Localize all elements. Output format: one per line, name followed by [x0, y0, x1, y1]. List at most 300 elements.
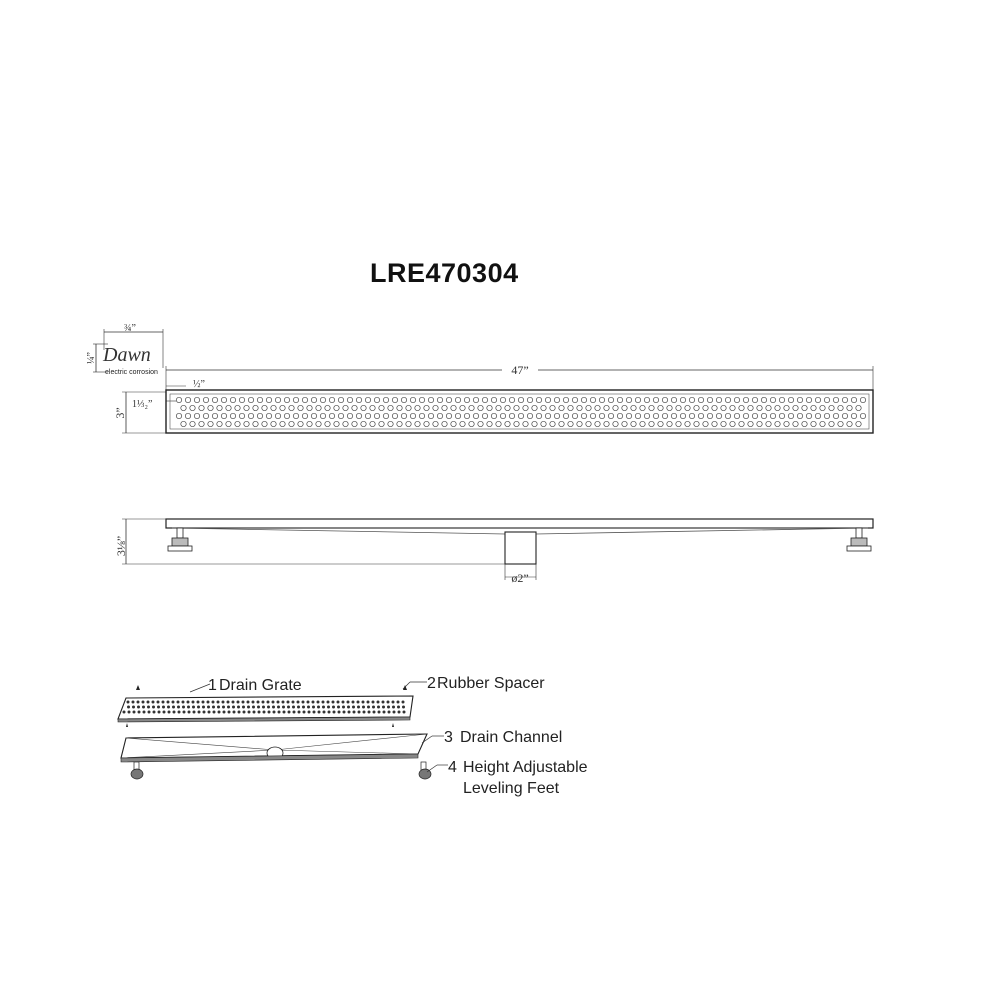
grate-hole — [563, 413, 568, 418]
grate-hole — [162, 706, 165, 709]
grate-hole — [757, 405, 762, 410]
grate-hole — [604, 405, 609, 410]
grate-hole — [127, 701, 130, 704]
grate-hole — [568, 405, 573, 410]
grate-hole — [419, 397, 424, 402]
grate-hole — [262, 706, 265, 709]
grate-hole — [491, 397, 496, 402]
grate-hole — [442, 405, 447, 410]
grate-hole — [550, 405, 555, 410]
grate-hole — [505, 405, 510, 410]
grate-hole — [232, 706, 235, 709]
grate-hole — [775, 405, 780, 410]
grate-hole — [788, 397, 793, 402]
grate-hole — [235, 405, 240, 410]
grate-hole — [337, 706, 340, 709]
grate-hole — [545, 397, 550, 402]
grate-hole — [523, 405, 528, 410]
grate-hole — [208, 711, 211, 714]
grate-hole — [379, 405, 384, 410]
grate-hole — [662, 413, 667, 418]
grate-hole — [829, 421, 834, 426]
grate-hole — [263, 711, 266, 714]
grate-hole — [806, 413, 811, 418]
grate-hole — [358, 711, 361, 714]
grate-hole — [455, 397, 460, 402]
grate-hole — [212, 413, 217, 418]
grate-hole — [199, 421, 204, 426]
grate-hole — [387, 706, 390, 709]
grate-hole — [847, 405, 852, 410]
length-label: 47” — [511, 363, 529, 377]
grate-hole — [788, 413, 793, 418]
grate-hole — [190, 405, 195, 410]
grate-hole — [243, 711, 246, 714]
grate-hole — [509, 397, 514, 402]
grate-hole — [298, 405, 303, 410]
grate-hole — [392, 706, 395, 709]
grate-hole — [847, 421, 852, 426]
grate-hole — [424, 405, 429, 410]
leveling-foot-left — [168, 528, 192, 551]
grate-hole — [368, 711, 371, 714]
grate-hole — [147, 706, 150, 709]
drain-outlet — [505, 532, 536, 564]
grate-hole — [293, 397, 298, 402]
grate-hole — [208, 421, 213, 426]
grate-hole — [402, 701, 405, 704]
grate-hole — [694, 421, 699, 426]
grate-hole — [133, 711, 136, 714]
grate-hole — [373, 711, 376, 714]
grate-hole — [577, 405, 582, 410]
grate-hole — [622, 421, 627, 426]
grate-hole — [815, 413, 820, 418]
grate-hole — [644, 413, 649, 418]
grate-hole — [320, 413, 325, 418]
grate-hole — [370, 405, 375, 410]
grate-hole — [469, 405, 474, 410]
grate-hole — [192, 701, 195, 704]
grate-hole — [532, 405, 537, 410]
grate-hole — [353, 711, 356, 714]
grate-hole — [307, 701, 310, 704]
grate-hole — [127, 706, 130, 709]
grate-hole — [347, 413, 352, 418]
grate-hole — [316, 405, 321, 410]
grate-hole — [157, 701, 160, 704]
grate-hole — [190, 421, 195, 426]
grate-hole — [518, 413, 523, 418]
grate-hole — [242, 706, 245, 709]
grate-hole — [233, 711, 236, 714]
grate-hole — [313, 711, 316, 714]
callout-leader-2 — [403, 682, 410, 689]
grate-hole — [208, 405, 213, 410]
grate-hole — [698, 397, 703, 402]
grate-hole — [148, 711, 151, 714]
grate-hole — [590, 413, 595, 418]
grate-hole — [311, 397, 316, 402]
grate-hole — [784, 405, 789, 410]
grate-hole — [613, 421, 618, 426]
grate-hole — [302, 413, 307, 418]
exploded-foot-left — [131, 762, 143, 779]
grate-hole — [257, 706, 260, 709]
grate-hole — [194, 413, 199, 418]
grate-hole — [464, 397, 469, 402]
grate-hole — [577, 421, 582, 426]
grate-hole — [308, 711, 311, 714]
grate-hole — [833, 413, 838, 418]
grate-hole — [347, 397, 352, 402]
grate-hole — [748, 405, 753, 410]
grate-hole — [142, 706, 145, 709]
grate-hole — [247, 701, 250, 704]
grate-hole — [338, 397, 343, 402]
grate-hole — [393, 711, 396, 714]
grate-hole — [428, 413, 433, 418]
grate-hole — [363, 711, 366, 714]
grate-hole — [223, 711, 226, 714]
grate-hole — [199, 405, 204, 410]
grate-hole — [770, 413, 775, 418]
grate-hole — [307, 405, 312, 410]
grate-hole — [176, 397, 181, 402]
grate-hole — [317, 701, 320, 704]
grate-hole — [182, 701, 185, 704]
grate-hole — [689, 413, 694, 418]
grate-hole — [343, 711, 346, 714]
grate-hole — [387, 701, 390, 704]
grate-hole — [586, 405, 591, 410]
grate-hole — [188, 711, 191, 714]
grate-hole — [348, 711, 351, 714]
grate-hole — [226, 421, 231, 426]
grate-hole — [487, 405, 492, 410]
grate-hole — [352, 706, 355, 709]
grate-hole — [608, 397, 613, 402]
callout-leader-4 — [427, 765, 437, 772]
grate-hole — [377, 706, 380, 709]
grate-hole — [761, 413, 766, 418]
grate-hole — [473, 413, 478, 418]
grate-hole — [367, 706, 370, 709]
grate-hole — [712, 421, 717, 426]
grate-hole — [262, 701, 265, 704]
grate-hole — [163, 711, 166, 714]
grate-hole — [667, 421, 672, 426]
grate-hole — [132, 706, 135, 709]
grate-hole — [337, 701, 340, 704]
grate-hole — [332, 701, 335, 704]
grate-hole — [230, 397, 235, 402]
grate-hole — [361, 405, 366, 410]
grate-hole — [352, 405, 357, 410]
grate-hole — [860, 413, 865, 418]
grate-hole — [649, 421, 654, 426]
grate-hole — [599, 397, 604, 402]
grate-hole — [721, 405, 726, 410]
grate-hole — [252, 706, 255, 709]
grate-hole — [262, 421, 267, 426]
grate-hole — [258, 711, 261, 714]
grate-hole — [298, 421, 303, 426]
grate-hole — [766, 405, 771, 410]
grate-hole — [332, 706, 335, 709]
grate-hole — [280, 405, 285, 410]
grate-hole — [703, 405, 708, 410]
grate-hole — [287, 706, 290, 709]
grate-hole — [388, 711, 391, 714]
grate-hole — [523, 421, 528, 426]
grate-hole — [824, 413, 829, 418]
spacer-marker — [126, 723, 128, 727]
grate-hole — [277, 701, 280, 704]
grate-hole — [793, 405, 798, 410]
callout-2-num: 2 — [427, 675, 436, 692]
grate-hole — [323, 711, 326, 714]
grate-hole — [182, 706, 185, 709]
grate-hole — [779, 397, 784, 402]
grate-hole — [797, 397, 802, 402]
grate-hole — [460, 421, 465, 426]
grate-hole — [207, 701, 210, 704]
grate-hole — [235, 421, 240, 426]
height-label: 3” — [113, 407, 127, 419]
grate-hole — [698, 413, 703, 418]
grate-hole — [403, 711, 406, 714]
grate-hole — [793, 421, 798, 426]
grate-hole — [293, 413, 298, 418]
grate-hole — [248, 711, 251, 714]
grate-hole — [689, 397, 694, 402]
top-view — [113, 362, 873, 433]
grate-hole — [267, 701, 270, 704]
grate-hole — [388, 421, 393, 426]
grate-hole — [676, 421, 681, 426]
grate-hole — [811, 421, 816, 426]
grate-hole — [322, 701, 325, 704]
logo-width-label: ¾” — [124, 323, 136, 334]
grate-hole — [266, 397, 271, 402]
grate-hole — [802, 421, 807, 426]
grate-hole — [275, 413, 280, 418]
grate-hole — [252, 701, 255, 704]
grate-hole — [162, 701, 165, 704]
grate-hole — [590, 397, 595, 402]
grate-hole — [734, 413, 739, 418]
grate-hole — [757, 421, 762, 426]
grate-hole — [137, 701, 140, 704]
grate-hole — [685, 421, 690, 426]
grate-hole — [357, 706, 360, 709]
logo-tagline: electric corrosion — [105, 369, 158, 376]
grate-hole — [680, 397, 685, 402]
grate-hole — [613, 405, 618, 410]
callout-leader-1 — [190, 684, 210, 692]
grate-hole — [496, 405, 501, 410]
grate-hole — [357, 701, 360, 704]
grate-hole — [327, 701, 330, 704]
grate-hole — [143, 711, 146, 714]
grate-hole — [237, 701, 240, 704]
grate-hole — [752, 397, 757, 402]
grate-hole — [242, 701, 245, 704]
grate-hole — [617, 397, 622, 402]
grate-hole — [743, 413, 748, 418]
grate-hole — [187, 701, 190, 704]
grate-hole — [271, 405, 276, 410]
grate-hole — [388, 405, 393, 410]
grate-hole — [406, 421, 411, 426]
callout-1-name: Drain Grate — [219, 677, 302, 694]
grate-hole — [383, 397, 388, 402]
grate-hole — [183, 711, 186, 714]
channel-slope-left — [172, 528, 505, 534]
grate-hole — [397, 706, 400, 709]
grate-hole — [227, 706, 230, 709]
grate-hole — [770, 397, 775, 402]
grate-hole — [312, 706, 315, 709]
grate-hole — [685, 405, 690, 410]
grate-hole — [419, 413, 424, 418]
grate-hole — [328, 711, 331, 714]
grate-hole — [172, 701, 175, 704]
channel-slope-right — [536, 528, 868, 534]
grate-hole — [213, 711, 216, 714]
grate-hole — [176, 413, 181, 418]
grate-hole — [856, 421, 861, 426]
grate-hole — [297, 706, 300, 709]
grate-hole — [581, 397, 586, 402]
grate-hole — [257, 701, 260, 704]
grate-hole — [392, 413, 397, 418]
grate-hole — [212, 397, 217, 402]
grate-hole — [230, 413, 235, 418]
callout-4-name: Height Adjustable — [463, 759, 588, 776]
grate-hole — [725, 397, 730, 402]
grate-hole — [303, 711, 306, 714]
grate-hole — [536, 397, 541, 402]
grate-hole — [202, 701, 205, 704]
grate-hole — [451, 405, 456, 410]
grate-hole — [177, 706, 180, 709]
grate-hole — [266, 413, 271, 418]
grate-hole — [248, 413, 253, 418]
grate-hole — [212, 706, 215, 709]
grate-hole — [361, 421, 366, 426]
grate-hole — [554, 413, 559, 418]
grate-hole — [356, 413, 361, 418]
grate-hole — [178, 711, 181, 714]
grate-hole — [207, 706, 210, 709]
grate-hole — [541, 405, 546, 410]
grate-hole — [203, 397, 208, 402]
grate-hole — [820, 405, 825, 410]
grate-hole — [397, 701, 400, 704]
grate-hole — [842, 397, 847, 402]
grate-hole — [152, 701, 155, 704]
grate-hole — [833, 397, 838, 402]
grate-hole — [505, 421, 510, 426]
grate-hole — [334, 405, 339, 410]
grate-hole — [226, 405, 231, 410]
grate-hole — [239, 413, 244, 418]
grate-hole — [649, 405, 654, 410]
grate-hole — [460, 405, 465, 410]
grate-hole — [333, 711, 336, 714]
grate-hole — [559, 421, 564, 426]
grate-hole — [247, 706, 250, 709]
grate-hole — [292, 701, 295, 704]
grate-hole — [514, 405, 519, 410]
grate-hole — [253, 421, 258, 426]
grate-hole — [536, 413, 541, 418]
grate-hole — [752, 413, 757, 418]
grate-hole — [703, 421, 708, 426]
grate-hole — [244, 421, 249, 426]
channel-top-flange — [166, 519, 873, 528]
grate-hole — [658, 405, 663, 410]
grate-hole — [222, 701, 225, 704]
grate-hole — [293, 711, 296, 714]
grate-hole — [671, 397, 676, 402]
grate-hole — [197, 706, 200, 709]
grate-hole — [298, 711, 301, 714]
grate-hole — [325, 421, 330, 426]
callout-4-num: 4 — [448, 759, 457, 776]
grate-hole — [198, 711, 201, 714]
grate-hole — [302, 706, 305, 709]
grate-hole — [595, 421, 600, 426]
model-title: LRE470304 — [370, 258, 519, 288]
grate-hole — [203, 413, 208, 418]
grate-hole — [478, 405, 483, 410]
grate-hole — [694, 405, 699, 410]
callout-3-num: 3 — [444, 729, 453, 746]
grate-hole — [138, 711, 141, 714]
logo-height-label: ¼” — [86, 352, 97, 364]
grate-hole — [707, 397, 712, 402]
grate-hole — [478, 421, 483, 426]
side-height-label: 3⅛” — [114, 535, 128, 557]
grate-hole — [278, 711, 281, 714]
grate-hole — [318, 711, 321, 714]
grate-hole — [851, 413, 856, 418]
grate-hole — [581, 413, 586, 418]
callout-4-name-line2: Leveling Feet — [463, 780, 560, 797]
grate-hole — [142, 701, 145, 704]
grate-hole — [374, 397, 379, 402]
grate-hole — [383, 711, 386, 714]
grate-hole — [275, 397, 280, 402]
grate-hole — [802, 405, 807, 410]
grate-hole — [402, 706, 405, 709]
grate-hole — [338, 711, 341, 714]
grate-hole — [604, 421, 609, 426]
grate-hole — [406, 405, 411, 410]
grate-hole — [197, 701, 200, 704]
grate-hole — [343, 405, 348, 410]
grate-hole — [626, 397, 631, 402]
grate-hole — [352, 421, 357, 426]
grate-hole — [572, 397, 577, 402]
grate-hole — [172, 706, 175, 709]
grate-hole — [157, 706, 160, 709]
grate-hole — [455, 413, 460, 418]
grate-hole-pattern — [176, 397, 865, 426]
